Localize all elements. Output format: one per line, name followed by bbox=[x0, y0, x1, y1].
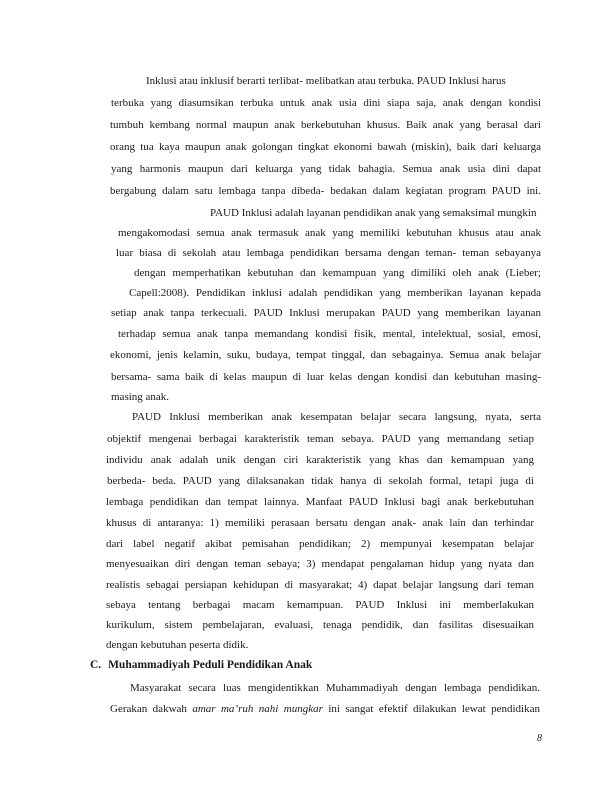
page-number: 8 bbox=[537, 733, 542, 744]
paragraph-2-line-2: mengakomodasi semua anak termasuk anak yang memiliki kebutuhan khusus atau anak bbox=[118, 227, 541, 239]
section-number: C. bbox=[90, 659, 102, 671]
paragraph-2-line-7: terhadap semua anak tanpa memandang kondisi fisik, mental, intelektual, sosial, emosi, bbox=[118, 328, 541, 340]
final-paragraph-line-2-end: ini sangat efektif dilakukan lewat pendidikan bbox=[322, 703, 540, 715]
italic-phrase: amar ma’ruh nahi mungkar bbox=[192, 703, 323, 715]
paragraph-1-line-5: yang harmonis maupun dari keluarga yang tidak bahagia. Semua anak usia dini dapat bbox=[111, 163, 541, 175]
final-paragraph-line-1: Masyarakat secara luas mengidentikkan Muhammadiyah dengan lembaga pendidikan. bbox=[130, 682, 540, 694]
paragraph-2-line-3: luar biasa di sekolah atau lembaga pendidikan bersama dengan teman- teman sebayanya bbox=[116, 247, 541, 259]
section-title: Muhammadiyah Peduli Pendidikan Anak bbox=[108, 659, 313, 671]
paragraph-3-line-12: dengan kebutuhan peserta didik. bbox=[106, 639, 249, 651]
paragraph-2-line-4: dengan memperhatikan kebutuhan dan kemampuan yang dimiliki oleh anak (Lieber; bbox=[134, 267, 541, 279]
paragraph-1-line-1: Inklusi atau inklusif berarti terlibat- melibatkan atau terbuka. PAUD Inklusi harus bbox=[146, 75, 506, 87]
paragraph-3-line-9: realistis sebagai persiapan kehidupan di masyarakat; 4) dapat belajar langsung dari teman bbox=[106, 579, 534, 591]
paragraph-2-line-1: PAUD Inklusi adalah layanan pendidikan anak yang semaksimal mungkin bbox=[210, 207, 537, 219]
section-heading bbox=[90, 659, 312, 671]
paragraph-2-line-8: ekonomi, jenis kelamin, suku, budaya, tempat tinggal, dan sebagainya. Semua anak belajar bbox=[110, 349, 541, 361]
paragraph-3-line-1: PAUD Inklusi memberikan anak kesempatan belajar secara langsung, nyata, serta bbox=[132, 411, 541, 423]
paragraph-3-line-10: sebaya tentang berbagai macam kemampuan. PAUD Inklusi ini memberlakukan bbox=[106, 599, 534, 611]
paragraph-3-line-11: kurikulum, sistem pembelajaran, evaluasi, tenaga pendidik, dan fasilitas disesuaikan bbox=[106, 619, 534, 631]
final-paragraph-line-2-start: Gerakan dakwah bbox=[110, 703, 193, 715]
paragraph-3-line-8: menyesuaikan diri dengan teman sebaya; 3) mendapat pengalaman hidup yang nyata dan bbox=[106, 558, 534, 570]
paragraph-1-line-3: tumbuh kembang normal maupun anak berkebutuhan khusus. Baik anak yang berasal dari bbox=[110, 119, 541, 131]
paragraph-1-line-4: orang tua kaya maupun anak golongan tingkat ekonomi bawah (miskin), baik dari keluarga bbox=[110, 141, 541, 153]
paragraph-2-line-9: bersama- sama baik di kelas maupun di luar kelas dengan kondisi dan kebutuhan masing- bbox=[111, 371, 541, 383]
final-paragraph-line-2 bbox=[110, 702, 540, 716]
paragraph-2-line-5: Capell:2008). Pendidikan inklusi adalah pendidikan yang memberikan layanan kepada bbox=[129, 287, 541, 299]
paragraph-3-line-3: individu anak adalah unik dengan ciri karakteristik yang khas dan kemampuan yang bbox=[106, 454, 534, 466]
paragraph-3-line-2: objektif mengenai berbagai karakteristik teman sebaya. PAUD yang memandang setiap bbox=[107, 433, 534, 445]
paragraph-1-line-2: terbuka yang diasumsikan terbuka untuk anak usia dini siapa saja, anak dengan kondisi bbox=[111, 97, 541, 109]
paragraph-2-line-10: masing anak. bbox=[111, 391, 170, 403]
paragraph-3-line-7: dari label negatif akibat pemisahan pendidikan; 2) mempunyai kesempatan belajar bbox=[106, 538, 534, 550]
paragraph-3-line-5: lembaga pendidikan dan tempat lainnya. Manfaat PAUD Inklusi bagi anak berkebutuhan bbox=[106, 496, 534, 508]
paragraph-2-line-6: setiap anak tanpa terkecuali. PAUD Inklusi merupakan PAUD yang memberikan layanan bbox=[111, 307, 541, 319]
paragraph-3-line-6: khusus di antaranya: 1) memiliki perasaan bersatu dengan anak- anak lain dan terhindar bbox=[106, 517, 534, 529]
paragraph-1-line-6: bergabung dalam satu lembaga tanpa dibeda- bedakan dalam kegiatan program PAUD ini. bbox=[110, 185, 541, 197]
paragraph-3-line-4: berbeda- beda. PAUD yang dilaksanakan tidak hanya di sekolah formal, tetapi juga di bbox=[107, 475, 534, 487]
